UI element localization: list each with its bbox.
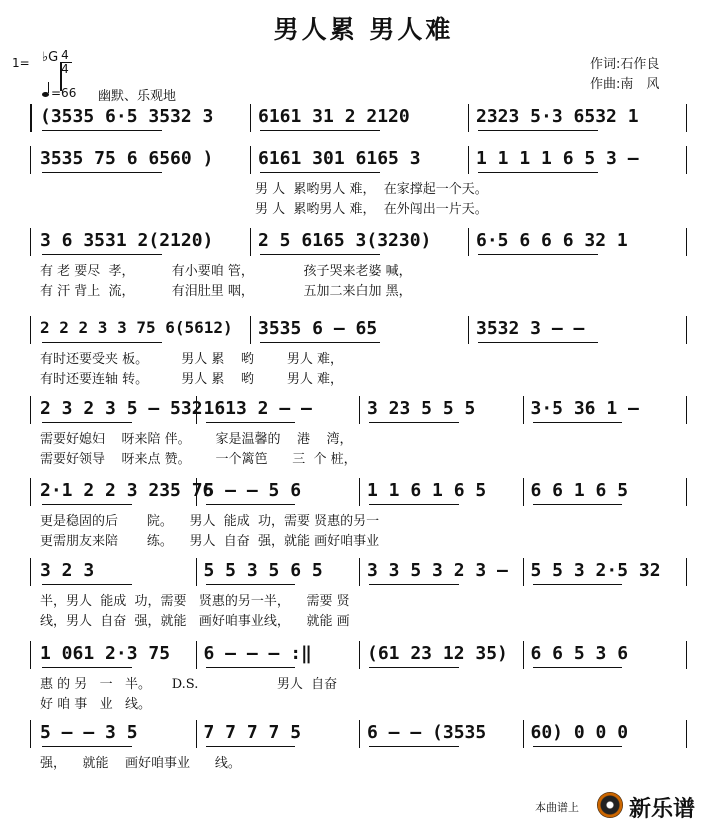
measure: 3532 3 — —: [476, 318, 585, 339]
measure: (3535 6·5 3532 3: [40, 106, 214, 127]
measure: 3·5 36 1 —: [530, 398, 639, 419]
beam-line: [260, 342, 380, 343]
beam-line: [533, 746, 623, 747]
beam-line: [533, 504, 623, 505]
bar-line: [686, 641, 687, 669]
staff-row: [0, 480, 727, 549]
measure: 6161 31 2 2120: [258, 106, 410, 127]
measure: 1 1 6 1 6 5: [367, 480, 487, 501]
beam-line: [42, 667, 132, 668]
bar-line: [359, 720, 360, 748]
watermark-text: 本曲谱上: [535, 801, 579, 814]
beam-line: [42, 584, 132, 585]
beam-line: [42, 130, 162, 131]
credits: [590, 55, 659, 95]
measure: 3 23 5 5 5: [367, 398, 476, 419]
measure: 6 6 1 6 5: [530, 480, 629, 501]
bar-line: [196, 478, 197, 506]
record-disc-icon: [597, 792, 623, 818]
lyric-line: 惠 的 另 一 半。 D.S. 男人 自奋: [40, 677, 338, 692]
beam-line: [533, 584, 623, 585]
bar-line: [250, 228, 251, 256]
lyric-line: 强， 就能 画好咱事业 线。: [40, 756, 241, 771]
bar-line: [523, 396, 524, 424]
bar-line: [30, 316, 31, 344]
beam-line: [42, 254, 162, 255]
measure: 2 5 6165 3(3230): [258, 230, 432, 251]
bar-line: [359, 478, 360, 506]
bar-line: [359, 641, 360, 669]
beam-line: [206, 584, 296, 585]
bar-line: [196, 641, 197, 669]
bar-line: [468, 104, 469, 132]
beam-line: [369, 422, 459, 423]
bar-line: [30, 720, 31, 748]
bar-line: [30, 228, 31, 256]
beam-line: [533, 667, 623, 668]
lyricist: 作词:石作良: [590, 57, 660, 72]
beam-line: [42, 342, 162, 343]
bar-line: [30, 641, 31, 669]
beam-line: [260, 254, 380, 255]
beam-line: [478, 254, 598, 255]
bar-line: [196, 558, 197, 586]
lyric-line: 需要好媳妇 呀来陪 伴。 家是温馨的 港 湾，: [40, 432, 353, 447]
lyric-line: 男 人 累哟男人 难， 在外闯出一片天。: [255, 202, 488, 217]
staff-row: [0, 318, 727, 387]
staff-row: [0, 148, 727, 217]
measure: 6 — — — :‖: [203, 643, 312, 664]
beam-line: [369, 746, 459, 747]
bar-line: [523, 558, 524, 586]
measure: 1 1 1 1 6 5 3 —: [476, 148, 639, 169]
bar-line: [30, 558, 31, 586]
measure: 2323 5·3 6532 1: [476, 106, 639, 127]
lyric-line: 有时还要受夹 板。 男人 累 哟 男人 难，: [40, 352, 344, 367]
bar-line: [468, 316, 469, 344]
measure: 3 3 5 3 2 3 —: [367, 560, 508, 581]
bar-line: [686, 104, 687, 132]
brand-logo: 新乐谱: [629, 797, 696, 822]
bar-line: [523, 478, 524, 506]
staff-row: [0, 722, 727, 771]
bar-line: [359, 558, 360, 586]
time-signature: [60, 48, 70, 76]
lyric-line: 好 咱 事 业 线。: [40, 697, 152, 712]
bar-line: [250, 104, 251, 132]
beam-line: [478, 130, 598, 131]
bar-line: [196, 720, 197, 748]
measure: 2 2 2 3 3 75 6(5612): [40, 318, 233, 337]
bar-line: [30, 478, 31, 506]
measure: 6 — — (3535: [367, 722, 487, 743]
bar-line: [30, 146, 31, 174]
quarter-note-icon: [42, 92, 49, 97]
bar-line: [686, 478, 687, 506]
staff-row: [0, 560, 727, 629]
beam-line: [206, 667, 296, 668]
beam-line: [42, 746, 132, 747]
watermark: [525, 790, 725, 820]
beam-line: [206, 746, 296, 747]
beam-line: [260, 172, 380, 173]
bar-line: [359, 396, 360, 424]
bar-line: [196, 396, 197, 424]
bar-line: [686, 146, 687, 174]
bar-line: [250, 316, 251, 344]
lyric-line: 男 人 累哟男人 难， 在家撑起一个天。: [255, 182, 488, 197]
measure: 1 061 2·3 75: [40, 643, 171, 664]
measure: 5 5 3 5 6 5: [203, 560, 323, 581]
beam-line: [369, 667, 459, 668]
bar-line: [30, 396, 31, 424]
measure: 2 3 2 3 5 — 532: [40, 398, 203, 419]
lyric-line: 更需朋友来陪 练。 男人 自奋 强，就能 画好咱事业: [40, 534, 380, 549]
measure: 3535 75 6 6560 ): [40, 148, 214, 169]
staff-row: [0, 230, 727, 299]
lyric-line: 有 汗 背上 流， 有泪肚里 咽， 五加二来白加 黑，: [40, 284, 412, 299]
beam-line: [42, 504, 132, 505]
bar-line: [686, 720, 687, 748]
beam-line: [206, 504, 296, 505]
song-title: 男人累 男人难: [273, 15, 454, 44]
measure: 3 6 3531 2(2120): [40, 230, 214, 251]
measure: 6 6 5 3 6: [530, 643, 629, 664]
composer: 作曲:南 风: [590, 77, 660, 92]
measure: 3 2 3: [40, 560, 95, 581]
lyric-line: 半，男人 能成 功，需要 贤惠的另一半， 需要 贤: [40, 594, 350, 609]
measure: 1613 2 — —: [203, 398, 312, 419]
measure: 7 7 7 7 5: [203, 722, 302, 743]
beam-line: [478, 172, 598, 173]
measure: 60) 0 0 0: [530, 722, 629, 743]
beam-line: [369, 584, 459, 585]
staff-row: [0, 643, 727, 712]
lyric-line: 更是稳固的后 院。 男人 能成 功，需要 贤惠的另一: [40, 514, 380, 529]
beam-line: [42, 172, 162, 173]
lyric-line: 有 老 要尽 孝， 有小要咱 管， 孩子哭来老婆 喊，: [40, 264, 412, 279]
beam-line: [260, 130, 380, 131]
measure: 5 5 3 2·5 32: [530, 560, 661, 581]
time-top: 4: [61, 48, 69, 62]
bar-line: [30, 104, 32, 132]
tempo-mark: =66: [42, 86, 76, 100]
staff-row: [0, 398, 727, 467]
key-label: 1=: [12, 56, 30, 70]
measure: 5 — — 3 5: [40, 722, 138, 743]
bar-line: [686, 316, 687, 344]
key-flat: ♭G: [42, 50, 59, 65]
measure: 6·5 6 6 6 32 1: [476, 230, 628, 251]
lyric-line: 线，男人 自奋 强，就能 画好咱事业线， 就能 画: [40, 614, 350, 629]
measure: 2·1 2 2 3 235 76: [40, 480, 214, 501]
bar-line: [468, 146, 469, 174]
lyric-line: 需要好领导 呀来点 赞。 一个篱笆 三 个 桩，: [40, 452, 357, 467]
beam-line: [369, 504, 459, 505]
key-signature: [12, 48, 92, 88]
beam-line: [206, 422, 296, 423]
beam-line: [42, 422, 132, 423]
lyric-line: 有时还要连轴 转。 男人 累 哟 男人 难，: [40, 372, 344, 387]
staff-row: [0, 106, 727, 138]
expression-mark: 幽默、乐观地: [98, 89, 177, 104]
measure: (61 23 12 35): [367, 643, 508, 664]
beam-line: [533, 422, 623, 423]
measure: 6161 301 6165 3: [258, 148, 421, 169]
bar-line: [523, 641, 524, 669]
bar-line: [686, 558, 687, 586]
measure: 5 — — 5 6: [203, 480, 302, 501]
time-bottom: 4: [61, 62, 69, 76]
bar-line: [686, 228, 687, 256]
bar-line: [686, 396, 687, 424]
bar-line: [250, 146, 251, 174]
beam-line: [478, 342, 598, 343]
measure: 3535 6 — 65: [258, 318, 378, 339]
bar-line: [468, 228, 469, 256]
bar-line: [523, 720, 524, 748]
